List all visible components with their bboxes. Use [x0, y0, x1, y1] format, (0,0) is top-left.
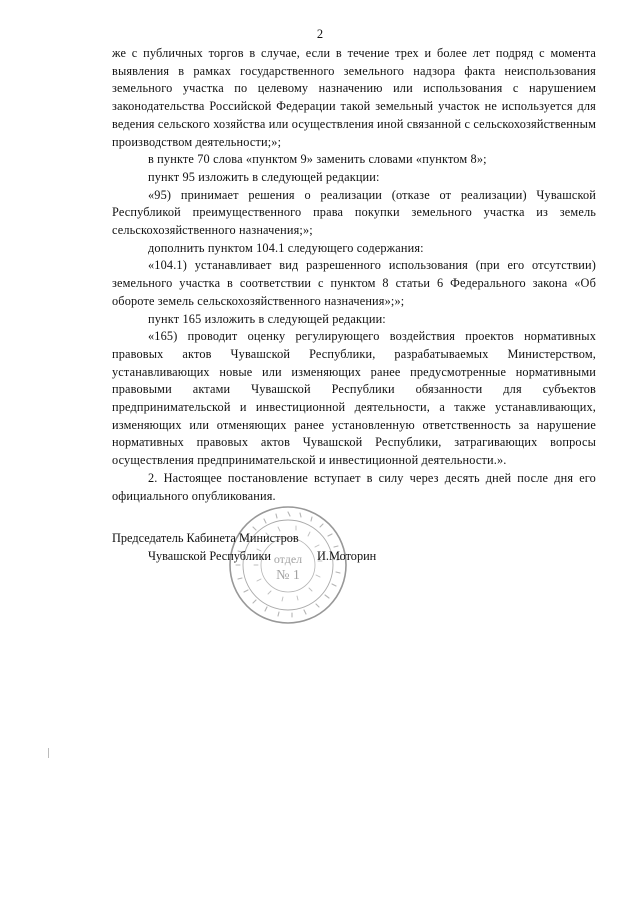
paragraph: «95) принимает решения о реализации (отказе от реализации) Чувашской Республикой преимущественного права покупки земельного участка из земель сельскохозяйственного назначения;»; [112, 187, 596, 238]
paragraph: пункт 165 изложить в следующей редакции: [148, 311, 386, 326]
paragraph: дополнить пунктом 104.1 следующего содержания: [148, 240, 424, 255]
scan-mark [48, 748, 49, 758]
signature-name: И.Моторин [317, 549, 377, 563]
document-body [112, 45, 596, 505]
stamp-center-line2: № 1 [276, 568, 300, 583]
signature-title: Чувашской Республики [148, 549, 272, 563]
signature-title-line1: Председатель Кабинета Министров [112, 531, 299, 545]
page-number: 2 [316, 27, 324, 41]
signature-block [112, 529, 442, 565]
official-stamp [226, 503, 350, 627]
signature-title-line2 [112, 547, 442, 565]
stamp-center-line1: отдел [273, 552, 303, 566]
paragraph: 2. Настоящее постановление вступает в силу через десять дней после дня его официального опубликования. [112, 470, 596, 503]
paragraph: в пункте 70 слова «пунктом 9» заменить словами «пунктом 8»; [148, 152, 487, 167]
paragraph: «165) проводит оценку регулирующего воздействия проектов нормативных правовых актов Чувашской Республики, разрабатываемых Министерством, устанавливающих новые или изменяющих ранее предусмотренные нормативными правовыми актами Чувашской Республики обязанности для субъектов предпринимательской и инвестиционной деятельности, а также устанавливающих, изменяющих или отменяющих ранее установленную ответственность за нарушение нормативных правовых актов Чувашской Республики, затрагивающих вопросы осуществления предпринимательской и инвестиционной деятельности.». [112, 329, 596, 468]
paragraph: же с публичных торгов в случае, если в течение трех и более лет подряд с момента выявления в рамках государственного земельного надзора факта неиспользования земельного участка по целевому назначению или использования с нарушением законодательства Российской Федерации такой земельный участок не используется для ведения сельского хозяйства или осуществления иной связанной с сельскохозяйственным производством деятельности;»; [112, 46, 596, 149]
paragraph: «104.1) устанавливает вид разрешенного использования (при его отсутствии) земельного участка в соответствии с пунктом 8 статьи 6 Федерального закона «Об обороте земель сельскохозяйственного назначения»;»; [112, 258, 596, 308]
paragraph: пункт 95 изложить в следующей редакции: [148, 169, 380, 184]
